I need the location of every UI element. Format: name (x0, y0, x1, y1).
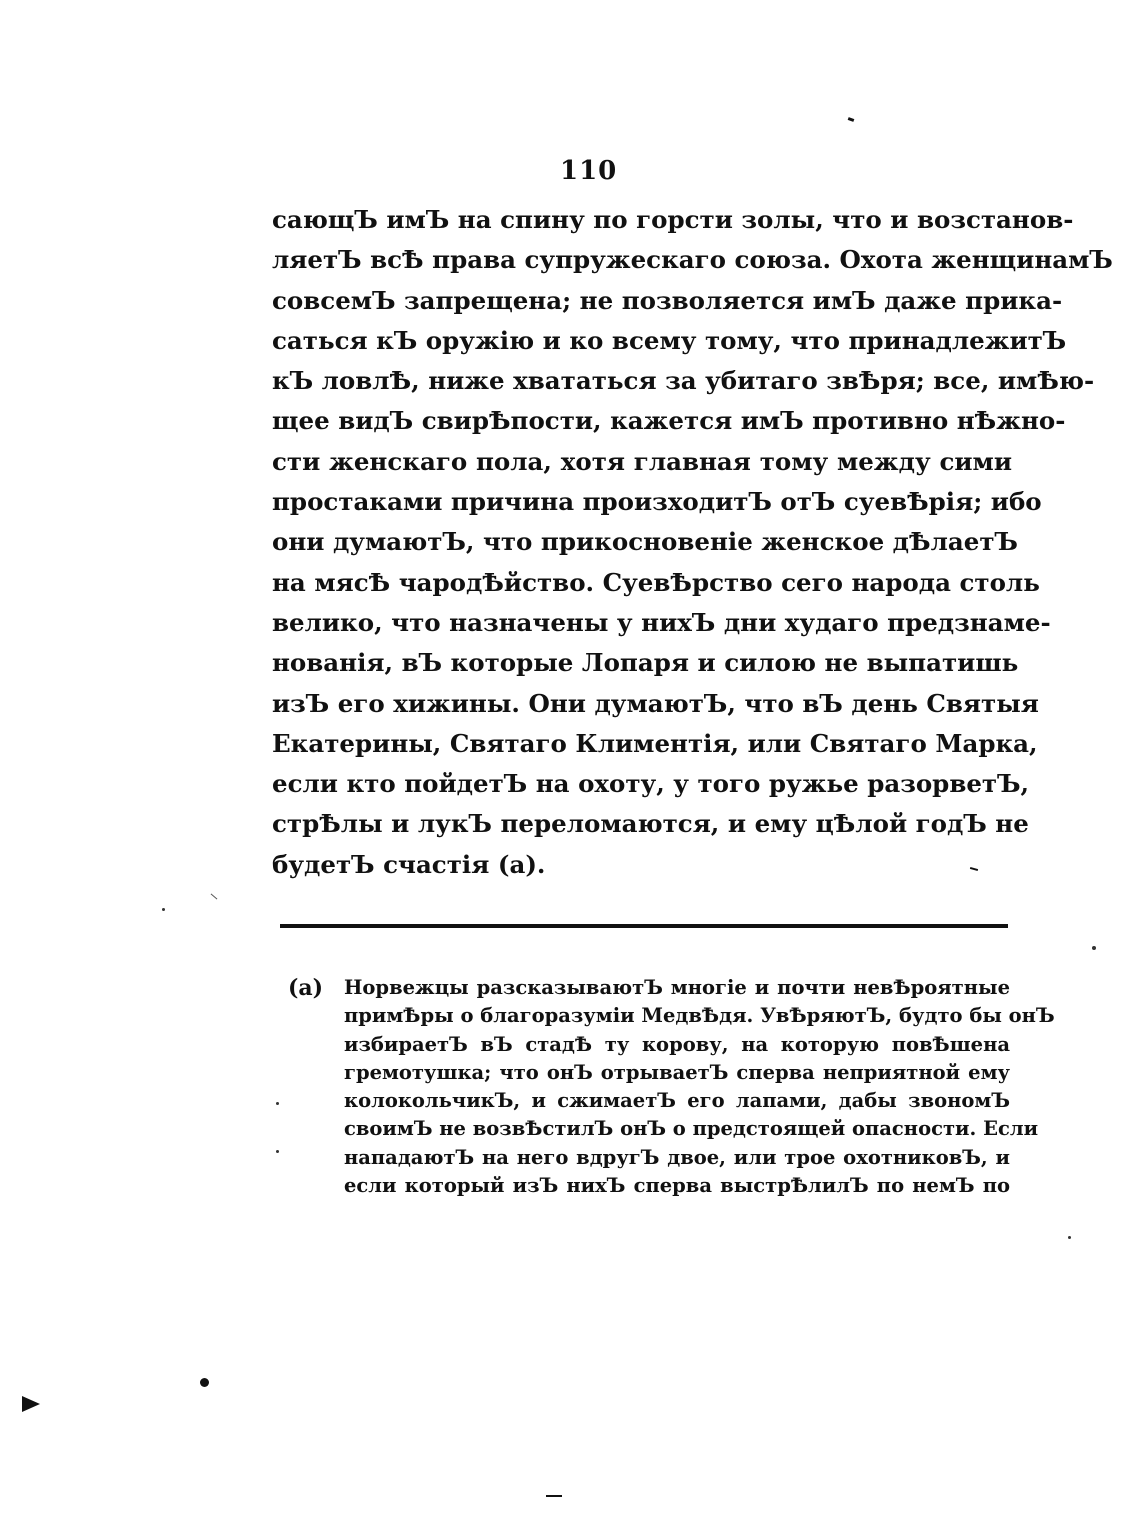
main-text (272, 200, 1113, 885)
text-line: совсемЪ запрещена; не позволяется имЪ даже прика- (272, 285, 1063, 315)
text-line: на мясѢ чародѢйство. СуевѢрство сего народа столь (272, 567, 1040, 597)
text-line: велико, что назначены у нихЪ дни худаго предзнаме- (272, 607, 1051, 637)
text-line: нованія, вЪ которые Лопаря и силою не выпатишь (272, 648, 1019, 678)
text-line: простаками причина произходитЪ отЪ суевѢрія; ибо (272, 487, 1042, 517)
scan-speck (200, 1378, 209, 1387)
text-line: кЪ ловлѢ, ниже хвататься за убитаго звѢря; все, имѢю- (272, 366, 1095, 396)
scan-speck (211, 894, 218, 900)
footnote-line: своимЪ не возвѢстилЪ онЪ о предстоящей опасности. Если (344, 1117, 1039, 1141)
footnote-line: примѢры о благоразуміи МедвѢдя. УвѢряютЪ, будто бы онЪ (344, 1004, 1055, 1028)
scan-speck (276, 1102, 279, 1105)
footnote-line: колокольчикЪ, и сжимаетЪ его лапами, дабы звономЪ (344, 1089, 1010, 1113)
text-line: ляетЪ всѢ права супружескаго союза. Охота женщинамЪ (272, 245, 1113, 275)
text-line: будетЪ счастія (а). (272, 849, 546, 879)
footnote-body (344, 974, 1055, 1200)
text-line: Екатерины, Святаго Климентія, или Святаго Марка, (272, 728, 1038, 758)
text-line: саться кЪ оружію и ко всему тому, что принадлежитЪ (272, 325, 1067, 355)
text-line: сти женскаго пола, хотя главная тому между сими (272, 446, 1012, 476)
scan-speck (1068, 1236, 1071, 1239)
scan-arrow-mark (22, 1396, 40, 1412)
scan-speck (1092, 946, 1096, 950)
text-line: они думаютЪ, что прикосновеніе женское дѢлаетЪ (272, 527, 1018, 557)
footnote-line: если который изЪ нихЪ сперва выстрѢлилЪ по немЪ по (344, 1174, 1010, 1198)
text-line: сающЪ имЪ на спину по горсти золы, что и возстанов- (272, 205, 1074, 234)
footnote-line: избираетЪ вЪ стадѢ ту корову, на которую повѢшена (344, 1032, 1010, 1056)
footnote-line: гремотушка; что онЪ отрываетЪ сперва неприятной ему (344, 1060, 1010, 1084)
page-number: 110 (560, 156, 618, 186)
text-line: щее видЪ свирѢпости, кажется имЪ противно нѢжно- (272, 406, 1066, 436)
footnote-line: Норвежцы разсказываютЪ многіе и почти невѢроятные (344, 976, 1010, 999)
text-line: если кто пойдетЪ на охоту, у того ружье разорветЪ, (272, 769, 1030, 799)
footnote-separator-rule (280, 924, 1008, 928)
footnote-marker: (а) (288, 975, 324, 1001)
text-line: стрѢлы и лукЪ переломаются, и ему цѢлой годЪ не (272, 809, 1029, 839)
scan-speck (276, 1150, 279, 1153)
footnote-line: нападаютЪ на него вдругЪ двое, или трое охотниковЪ, и (344, 1145, 1010, 1169)
scan-speck (546, 1495, 562, 1497)
text-line: изЪ его хижины. Они думаютЪ, что вЪ день Святыя (272, 688, 1039, 718)
scan-speck (848, 117, 855, 122)
scan-speck (162, 908, 165, 911)
